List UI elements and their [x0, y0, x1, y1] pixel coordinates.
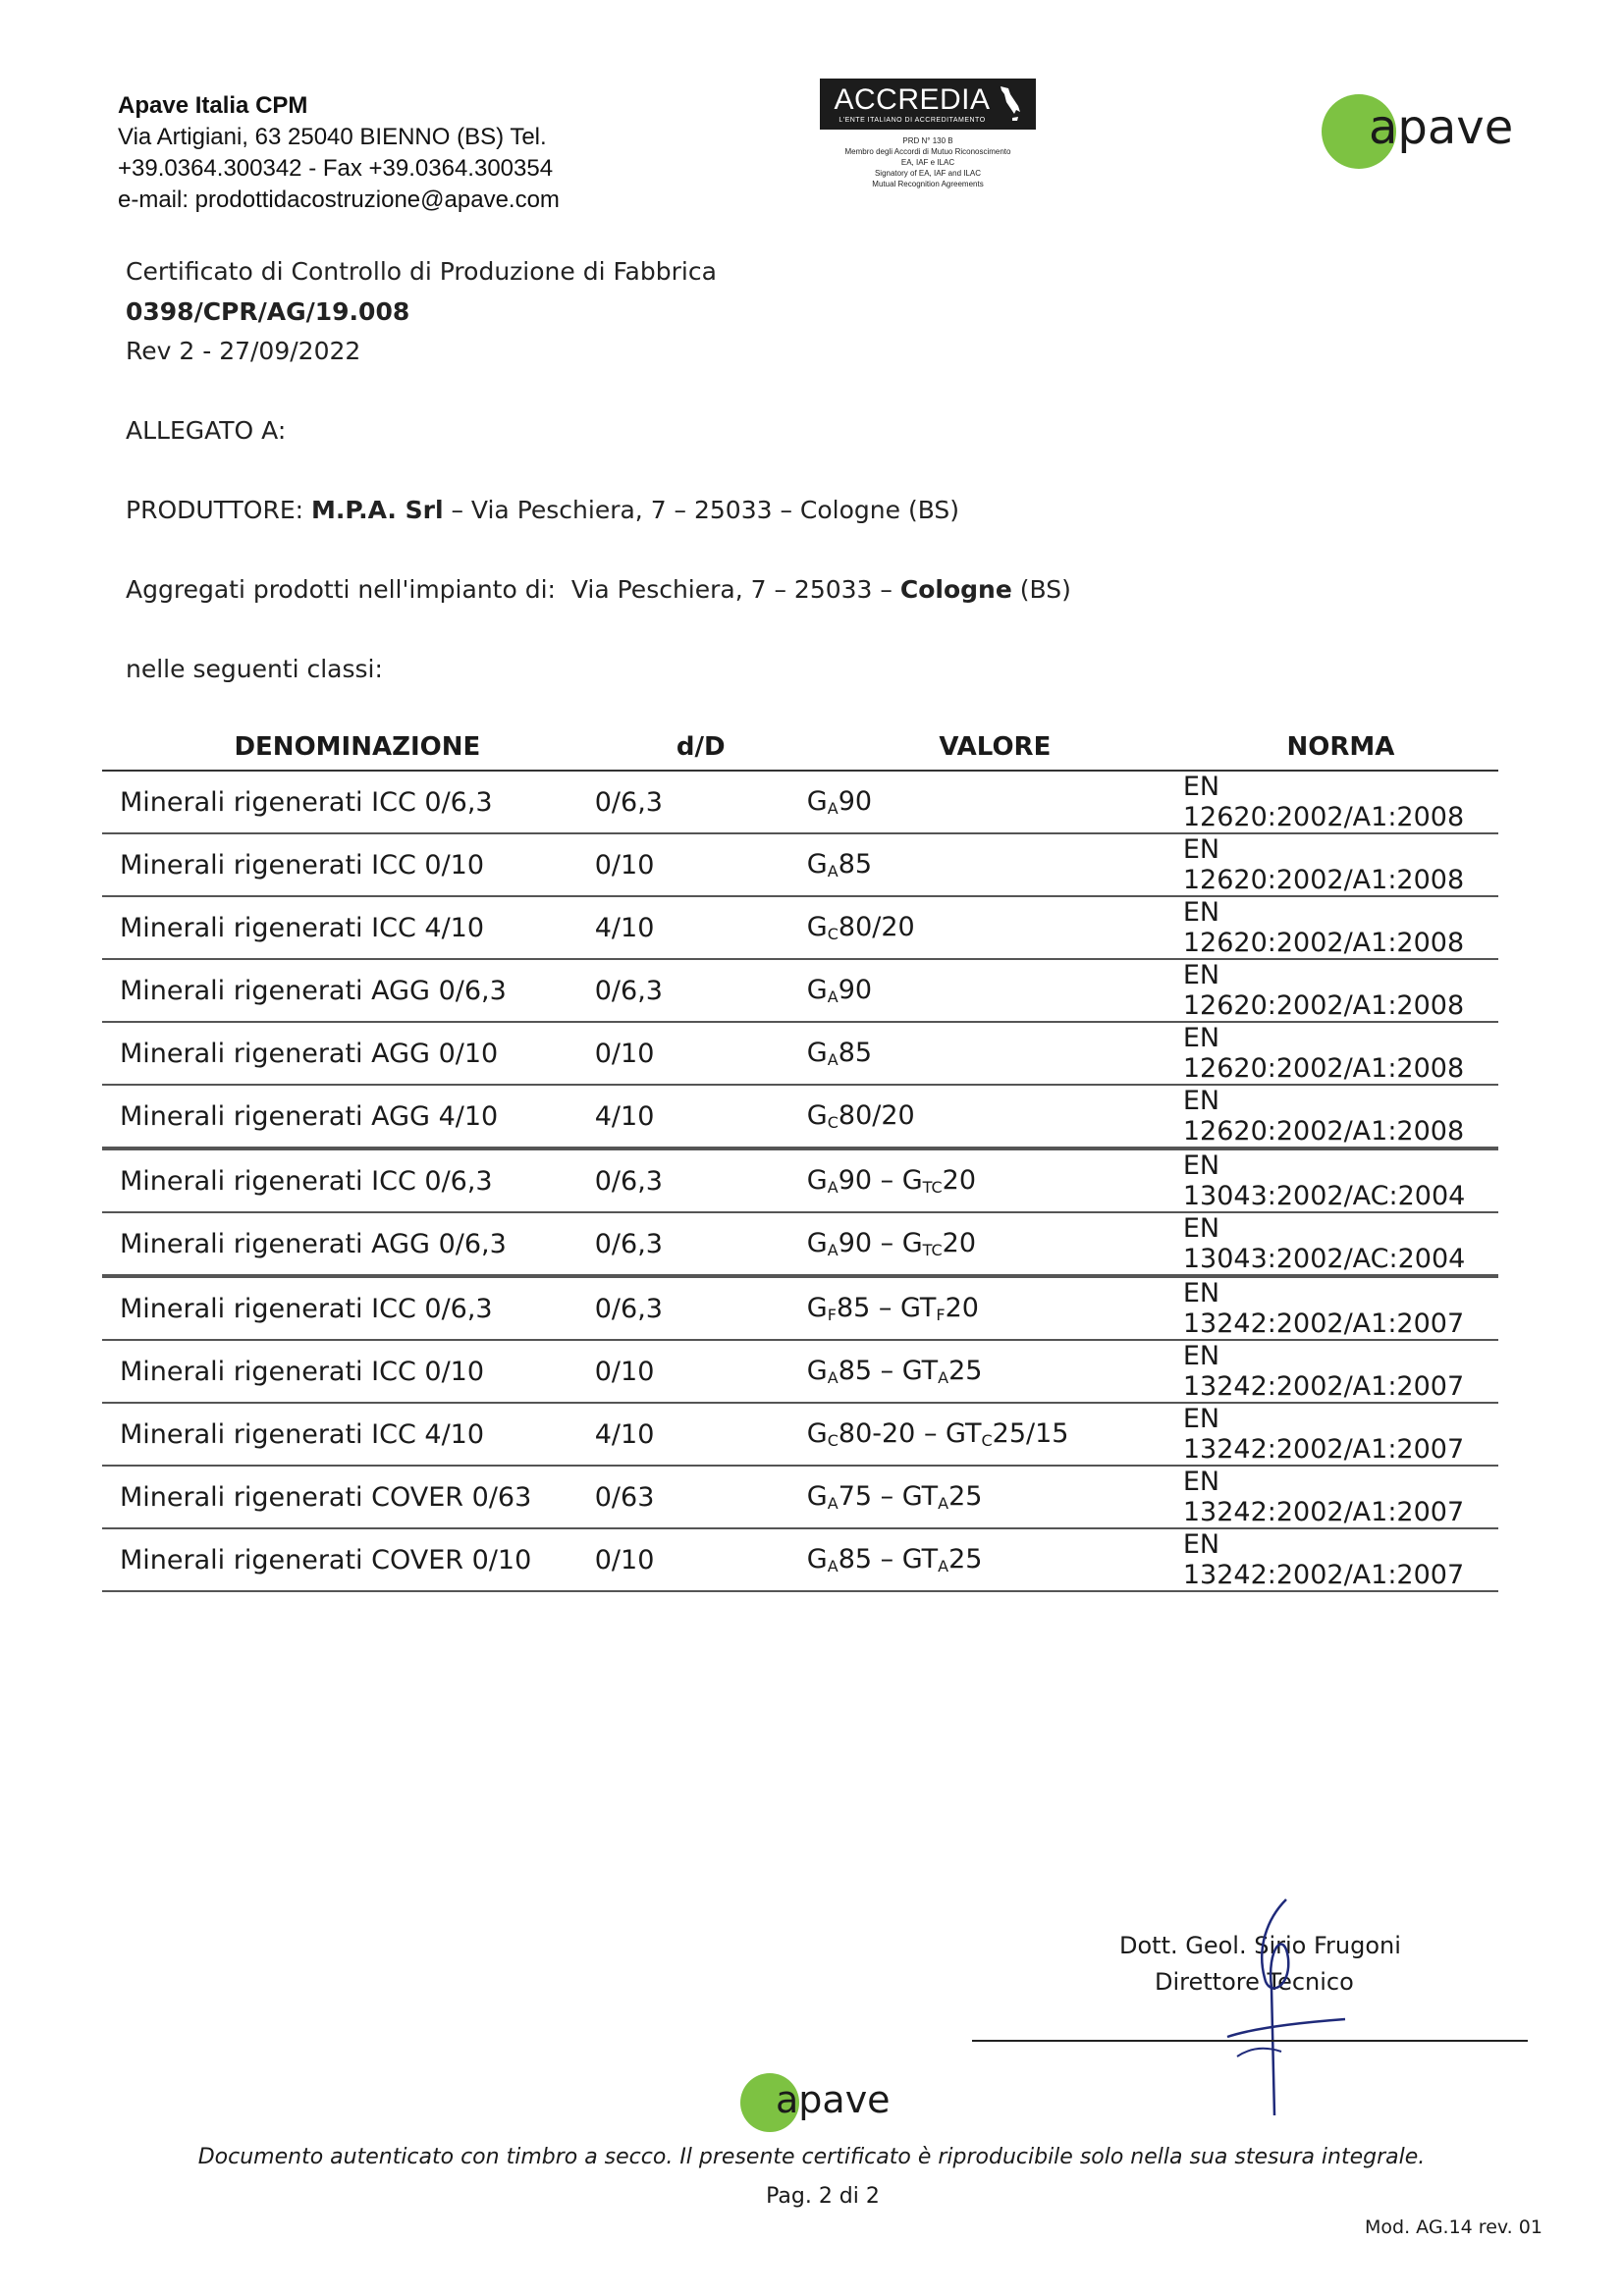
valore-symbol: G: [806, 1481, 828, 1512]
valore-symbol: G: [806, 912, 828, 942]
valore-subscript: A: [827, 862, 839, 881]
cell-norma: EN 13242:2002/A1:2007: [1183, 1466, 1498, 1528]
table-body: [102, 771, 1498, 1591]
cell-dd: 0/6,3: [595, 1212, 807, 1276]
valore-subscript: C: [827, 1431, 839, 1450]
cell-denominazione: Minerali rigenerati ICC 0/10: [102, 1340, 595, 1403]
cell-denominazione: Minerali rigenerati ICC 0/6,3: [102, 1276, 595, 1340]
cell-denominazione: Minerali rigenerati ICC 0/10: [102, 833, 595, 896]
cell-norma: EN 13043:2002/AC:2004: [1183, 1148, 1498, 1212]
header-norma: NORMA: [1183, 728, 1498, 771]
cell-dd: 4/10: [595, 1403, 807, 1466]
cell-dd: 0/6,3: [595, 1276, 807, 1340]
table-row: [102, 1212, 1498, 1276]
cell-denominazione: Minerali rigenerati AGG 4/10: [102, 1085, 595, 1148]
cell-dd: 4/10: [595, 896, 807, 959]
header-denominazione: DENOMINAZIONE: [102, 728, 595, 771]
cell-denominazione: Minerali rigenerati AGG 0/6,3: [102, 959, 595, 1022]
handwritten-signature: [1198, 1890, 1355, 2129]
table-row: [102, 1085, 1498, 1148]
valore-symbol: GT: [901, 1544, 939, 1575]
valore-subscript: A: [827, 1368, 839, 1387]
page-number: Pag. 2 di 2: [766, 2184, 880, 2209]
accredia-notes: [820, 135, 1036, 189]
producer-address: – Via Peschiera, 7 – 25033 – Cologne (BS): [451, 496, 960, 524]
valore-symbol: G: [901, 1165, 923, 1196]
cell-dd: 0/10: [595, 833, 807, 896]
accredia-note-1: Membro degli Accordi di Mutuo Riconoscimento: [844, 147, 1011, 156]
cell-dd: 0/10: [595, 1528, 807, 1591]
valore-number: 20: [942, 1165, 977, 1196]
cell-norma: EN 13242:2002/A1:2007: [1183, 1403, 1498, 1466]
valore-subscript: A: [827, 1557, 839, 1575]
italy-map-icon: [997, 84, 1022, 124]
cell-norma: EN 13043:2002/AC:2004: [1183, 1212, 1498, 1276]
cell-valore: [807, 1022, 1183, 1085]
valore-subscript: C: [827, 925, 839, 943]
valore-subscript: TC: [922, 1178, 943, 1197]
cell-valore: [807, 771, 1183, 833]
cell-denominazione: Minerali rigenerati AGG 0/6,3: [102, 1212, 595, 1276]
cell-valore: [807, 1276, 1183, 1340]
table-row: [102, 959, 1498, 1022]
valore-subscript: A: [938, 1557, 949, 1575]
valore-number: 85 –: [838, 1356, 902, 1386]
classes-intro: nelle seguenti classi:: [126, 655, 383, 683]
issuer-block: [118, 90, 560, 216]
valore-symbol: G: [806, 1165, 828, 1196]
cell-valore: [807, 896, 1183, 959]
accredia-note-2: EA, IAF e ILAC: [900, 158, 955, 167]
plant-city: Cologne: [899, 575, 1012, 604]
cell-norma: EN 12620:2002/A1:2008: [1183, 1085, 1498, 1148]
accredia-mark: [820, 79, 1036, 189]
valore-symbol: GT: [901, 1481, 939, 1512]
cell-denominazione: Minerali rigenerati COVER 0/10: [102, 1528, 595, 1591]
valore-number: 85 –: [836, 1293, 900, 1323]
cell-dd: 0/6,3: [595, 959, 807, 1022]
valore-number: 90 –: [838, 1228, 902, 1258]
valore-symbol: G: [806, 1293, 828, 1323]
valore-number: 90: [838, 786, 873, 817]
header-dd: d/D: [595, 728, 807, 771]
table-row: [102, 833, 1498, 896]
cell-valore: [807, 1403, 1183, 1466]
table-row: [102, 1340, 1498, 1403]
valore-subscript: A: [827, 988, 839, 1006]
accredia-logo: [820, 79, 1036, 130]
cell-denominazione: Minerali rigenerati COVER 0/63: [102, 1466, 595, 1528]
valore-number: 25: [948, 1356, 983, 1386]
apave-logo-text: apave: [1369, 100, 1514, 155]
valore-number: 90: [838, 975, 873, 1005]
signatory-role: Direttore Tecnico: [1155, 1968, 1354, 1996]
classes-table: [102, 728, 1498, 1592]
valore-number: 25/15: [992, 1418, 1069, 1449]
table-row: [102, 1276, 1498, 1340]
valore-symbol: G: [806, 1418, 828, 1449]
cell-norma: EN 13242:2002/A1:2007: [1183, 1276, 1498, 1340]
valore-subscript: A: [827, 799, 839, 818]
apave-logo-footer: [736, 2069, 913, 2144]
valore-subscript: F: [827, 1306, 837, 1324]
producer-label: PRODUTTORE:: [126, 496, 304, 524]
valore-number: 90 –: [838, 1165, 902, 1196]
table-row: [102, 896, 1498, 959]
cell-dd: 0/6,3: [595, 1148, 807, 1212]
certificate-number: 0398/CPR/AG/19.008: [126, 297, 410, 326]
accredia-brand: ACCREDIA: [834, 82, 991, 116]
valore-number: 85 –: [838, 1544, 902, 1575]
model-revision: Mod. AG.14 rev. 01: [1365, 2216, 1542, 2238]
cell-dd: 0/63: [595, 1466, 807, 1528]
annex-label: ALLEGATO A:: [126, 416, 287, 445]
valore-subscript: A: [827, 1050, 839, 1069]
valore-number: 80/20: [838, 912, 915, 942]
valore-subscript: A: [827, 1241, 839, 1259]
accredia-note-4: Mutual Recognition Agreements: [872, 180, 984, 188]
valore-symbol: G: [806, 1544, 828, 1575]
accredia-tagline: L'ENTE ITALIANO DI ACCREDITAMENTO: [839, 116, 986, 124]
signature-line: [972, 2040, 1528, 2042]
issuer-email: e-mail: prodottidacostruzione@apave.com: [118, 187, 560, 213]
valore-subscript: F: [936, 1306, 946, 1324]
producer-name: M.P.A. Srl: [311, 496, 444, 524]
table-row: [102, 771, 1498, 833]
valore-number: 85: [838, 849, 873, 880]
cell-valore: [807, 833, 1183, 896]
cell-norma: EN 12620:2002/A1:2008: [1183, 1022, 1498, 1085]
header-valore: VALORE: [807, 728, 1183, 771]
cell-denominazione: Minerali rigenerati AGG 0/10: [102, 1022, 595, 1085]
valore-subscript: C: [981, 1431, 993, 1450]
plant-province: (BS): [1019, 575, 1071, 604]
apave-footer-logo-text: apave: [776, 2078, 891, 2121]
valore-number: 25: [948, 1544, 983, 1575]
accredia-note-3: Signatory of EA, IAF and ILAC: [874, 169, 982, 178]
valore-number: 20: [945, 1293, 979, 1323]
valore-subscript: A: [938, 1368, 949, 1387]
cell-denominazione: Minerali rigenerati ICC 4/10: [102, 1403, 595, 1466]
valore-number: 85: [838, 1038, 873, 1068]
valore-subscript: A: [938, 1494, 949, 1513]
table-row: [102, 1466, 1498, 1528]
cell-valore: [807, 1466, 1183, 1528]
signatory-name: Dott. Geol. Sirio Frugoni: [1119, 1932, 1401, 1959]
cell-valore: [807, 1085, 1183, 1148]
valore-symbol: G: [806, 786, 828, 817]
valore-number: 25: [948, 1481, 983, 1512]
valore-number: 80/20: [838, 1100, 915, 1131]
cell-norma: EN 12620:2002/A1:2008: [1183, 771, 1498, 833]
certificate-title: Certificato di Controllo di Produzione di Fabbrica: [126, 257, 717, 286]
valore-symbol: G: [806, 1356, 828, 1386]
plant-line: [126, 575, 1071, 604]
valore-symbol: G: [806, 1038, 828, 1068]
table-row: [102, 1022, 1498, 1085]
table-row: [102, 1528, 1498, 1591]
cell-denominazione: Minerali rigenerati ICC 0/6,3: [102, 771, 595, 833]
cell-norma: EN 12620:2002/A1:2008: [1183, 896, 1498, 959]
footer-note: Documento autenticato con timbro a secco. Il presente certificato è riproducibile solo nella sua stesura integrale.: [197, 2145, 1426, 2169]
valore-number: 20: [942, 1228, 977, 1258]
producer-line: [126, 496, 959, 524]
valore-number: 80-20 –: [838, 1418, 947, 1449]
valore-symbol: G: [806, 975, 828, 1005]
issuer-address: Via Artigiani, 63 25040 BIENNO (BS) Tel.: [118, 124, 547, 150]
cell-norma: EN 12620:2002/A1:2008: [1183, 959, 1498, 1022]
cell-valore: [807, 1148, 1183, 1212]
cell-dd: 0/10: [595, 1340, 807, 1403]
cell-denominazione: Minerali rigenerati ICC 0/6,3: [102, 1148, 595, 1212]
cell-dd: 4/10: [595, 1085, 807, 1148]
valore-subscript: TC: [922, 1241, 943, 1259]
plant-address: Via Peschiera, 7 – 25033 –: [570, 575, 893, 604]
certificate-revision: Rev 2 - 27/09/2022: [126, 337, 361, 365]
cell-norma: EN 13242:2002/A1:2007: [1183, 1528, 1498, 1591]
plant-label: Aggregati prodotti nell'impianto di:: [126, 575, 556, 604]
cell-denominazione: Minerali rigenerati ICC 4/10: [102, 896, 595, 959]
accredia-prd: PRD N° 130 B: [902, 136, 953, 145]
valore-symbol: GT: [899, 1293, 937, 1323]
cell-valore: [807, 1212, 1183, 1276]
valore-symbol: G: [901, 1228, 923, 1258]
valore-number: 75 –: [838, 1481, 902, 1512]
table-header-row: [102, 728, 1498, 771]
cell-dd: 0/10: [595, 1022, 807, 1085]
cell-valore: [807, 959, 1183, 1022]
valore-subscript: A: [827, 1494, 839, 1513]
table-row: [102, 1403, 1498, 1466]
valore-subscript: A: [827, 1178, 839, 1197]
cell-norma: EN 13242:2002/A1:2007: [1183, 1340, 1498, 1403]
cell-valore: [807, 1340, 1183, 1403]
cell-dd: 0/6,3: [595, 771, 807, 833]
valore-subscript: C: [827, 1113, 839, 1132]
cell-norma: EN 12620:2002/A1:2008: [1183, 833, 1498, 896]
apave-logo: [1316, 90, 1551, 183]
issuer-name: Apave Italia CPM: [118, 92, 308, 119]
valore-symbol: G: [806, 1100, 828, 1131]
valore-symbol: G: [806, 1228, 828, 1258]
valore-symbol: G: [806, 849, 828, 880]
valore-symbol: GT: [946, 1418, 982, 1449]
issuer-phone: +39.0364.300342 - Fax +39.0364.300354: [118, 155, 554, 182]
table-row: [102, 1148, 1498, 1212]
valore-symbol: GT: [901, 1356, 939, 1386]
cell-valore: [807, 1528, 1183, 1591]
